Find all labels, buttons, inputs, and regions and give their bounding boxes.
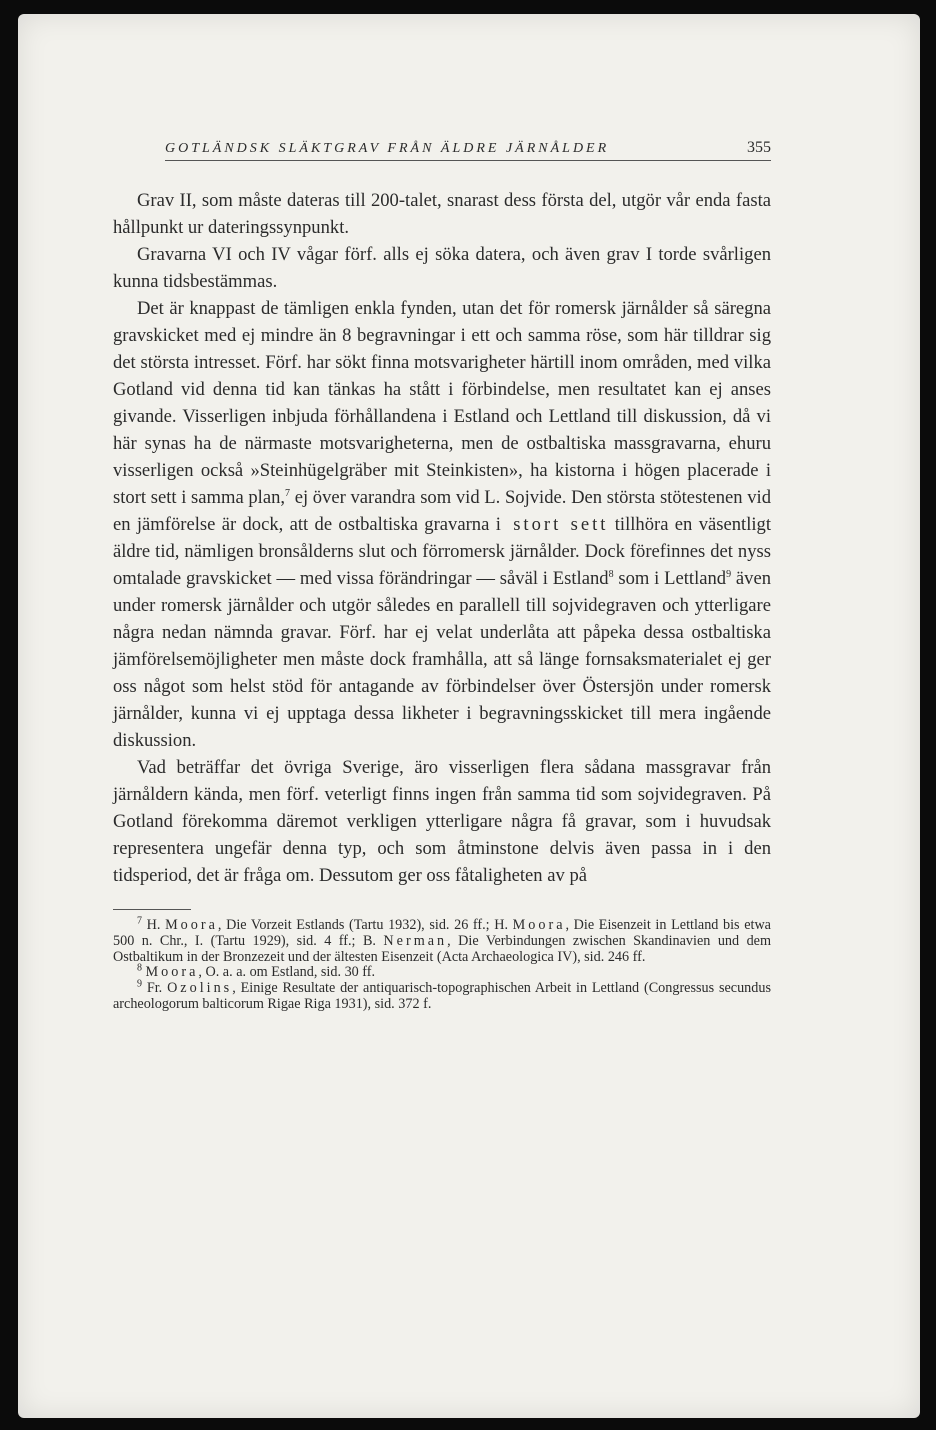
emphasis-spaced: i stort sett — [495, 514, 609, 535]
page-number: 355 — [747, 139, 771, 156]
author-name-spaced: Moora — [512, 917, 566, 933]
footnote-8 — [113, 962, 771, 981]
footnotes — [113, 915, 771, 1013]
author-name-spaced: Ozolins — [167, 980, 233, 997]
footnote-separator — [113, 909, 191, 910]
footnote-ref-8: 8 — [608, 568, 614, 580]
author-name-spaced: Moora — [145, 964, 199, 981]
body-text — [113, 187, 771, 889]
footnote-text: , Die Vorzeit Estlands (Tartu 1932), sid. 26 ff.; H. — [217, 917, 513, 933]
paragraph-4: Vad beträffar det övriga Sverige, äro visserligen flera sådana massgravar från järnåldern kända, men förf. veterligt finns ingen från samma tid som sojvidegraven. På Gotland förekomma däremot verkligen ytterligare några få gravar, som i huvudsak representera ungefär denna typ, och som åtminstone delvis även passa in i den tidsperiod, det är fråga om. Dessutom ger oss fåtaligheten av på — [113, 757, 771, 886]
running-title: GOTLÄNDSK SLÄKTGRAV FRÅN ÄLDRE JÄRNÅLDER — [165, 141, 610, 156]
author-name-spaced: Moora — [165, 917, 218, 933]
footnote-text: , Einige Resultate der antiquarisch-topographischen Arbeit in Lettland (Congressus secundus archeologorum balticorum Rigae Riga 1931), sid. 372 f. — [113, 980, 771, 1012]
footnote-number: 7 — [137, 915, 142, 927]
footnote-text: , O. a. a. om Estland, sid. 30 ff. — [198, 964, 376, 981]
author-name-spaced: Nerman — [383, 932, 448, 949]
footnote-number: 9 — [137, 978, 142, 990]
paragraph-2: Gravarna VI och IV vågar förf. alls ej söka datera, och även grav I torde svårligen kunna tidsbestämmas. — [113, 244, 771, 292]
paragraph-3-text-a: Det är knappast de tämligen enkla fynden, utan det för romersk järnålder så säregna gravskicket med ej mindre än 8 begravningar i ett och samma röse, som här tilldrar sig det största intresset. Förf. har sökt finna motsvarigheter härtill inom områden, med vilka Gotland vid denna tid kan tänkas ha stått i förbindelse, men resultatet kan ej anses givande. Visserligen inbjuda förhållandena i Estland och Lettland till diskussion, då vi här synas ha de närmaste motsvarigheterna, men de ostbaltiska massgravarna, ehuru visserligen också »Steinhügelgräber mit Steinkisten», ha kistorna i högen placerade i stort sett i samma plan, — [113, 298, 771, 508]
running-head — [165, 139, 771, 161]
paragraph-3-text-c: tillhöra en väsentligt äldre tid, nämligen bronsålderns slut och förromersk järnålder. Dock förefinnes det nyss omtalade gravskicket — med vissa förändringar — såväl i Estland — [113, 514, 771, 589]
footnote-text: Fr. — [142, 980, 168, 997]
footnote-number: 8 — [137, 962, 142, 974]
footnote-text: , Die Eisenzeit in Lettland bis etwa 500 n. Chr., I. (Tartu 1929), sid. 4 ff.; B. — [113, 917, 771, 949]
footnote-ref-9: 9 — [726, 568, 732, 580]
page-content — [113, 139, 771, 1013]
paragraph-3-text-b: ej över varandra som vid L. Sojvide. Den största stötestenen vid en jämförelse är dock, att de ostbaltiska gravarna — [113, 487, 771, 535]
paragraph-3 — [113, 295, 771, 754]
book-page — [18, 14, 920, 1418]
footnote-ref-7: 7 — [285, 487, 291, 499]
paragraph-3-text-d: som i Lettland — [613, 568, 727, 589]
footnote-7 — [113, 915, 771, 965]
footnote-text: , Die Verbindungen zwischen Skandinavien und dem Ostbaltikum in der Bronzezeit und der ältesten Eisenzeit (Acta Archaeologica IV), sid. 246 ff. — [113, 932, 771, 965]
footnote-9 — [113, 978, 771, 1013]
paragraph-3-text-e: även under romersk järnålder och utgör således en parallell till sojvidegraven och ytterligare några nedan nämnda gravar. Förf. har ej velat underlåta att påpeka dessa ostbaltiska jämförelsemöjligheter men måste dock framhålla, att så länge fornsaksmaterialet ej ger oss något som helst stöd för antagande av förbindelser över Östersjön under romersk järnålder, kunna vi ej upptaga dessa likheter i begravningsskicket till mera ingående diskussion. — [113, 568, 771, 751]
footnote-text: H. — [142, 917, 166, 933]
paragraph-1: Grav II, som måste dateras till 200-talet, snarast dess första del, utgör vår enda fasta hållpunkt ur dateringssynpunkt. — [113, 190, 771, 238]
